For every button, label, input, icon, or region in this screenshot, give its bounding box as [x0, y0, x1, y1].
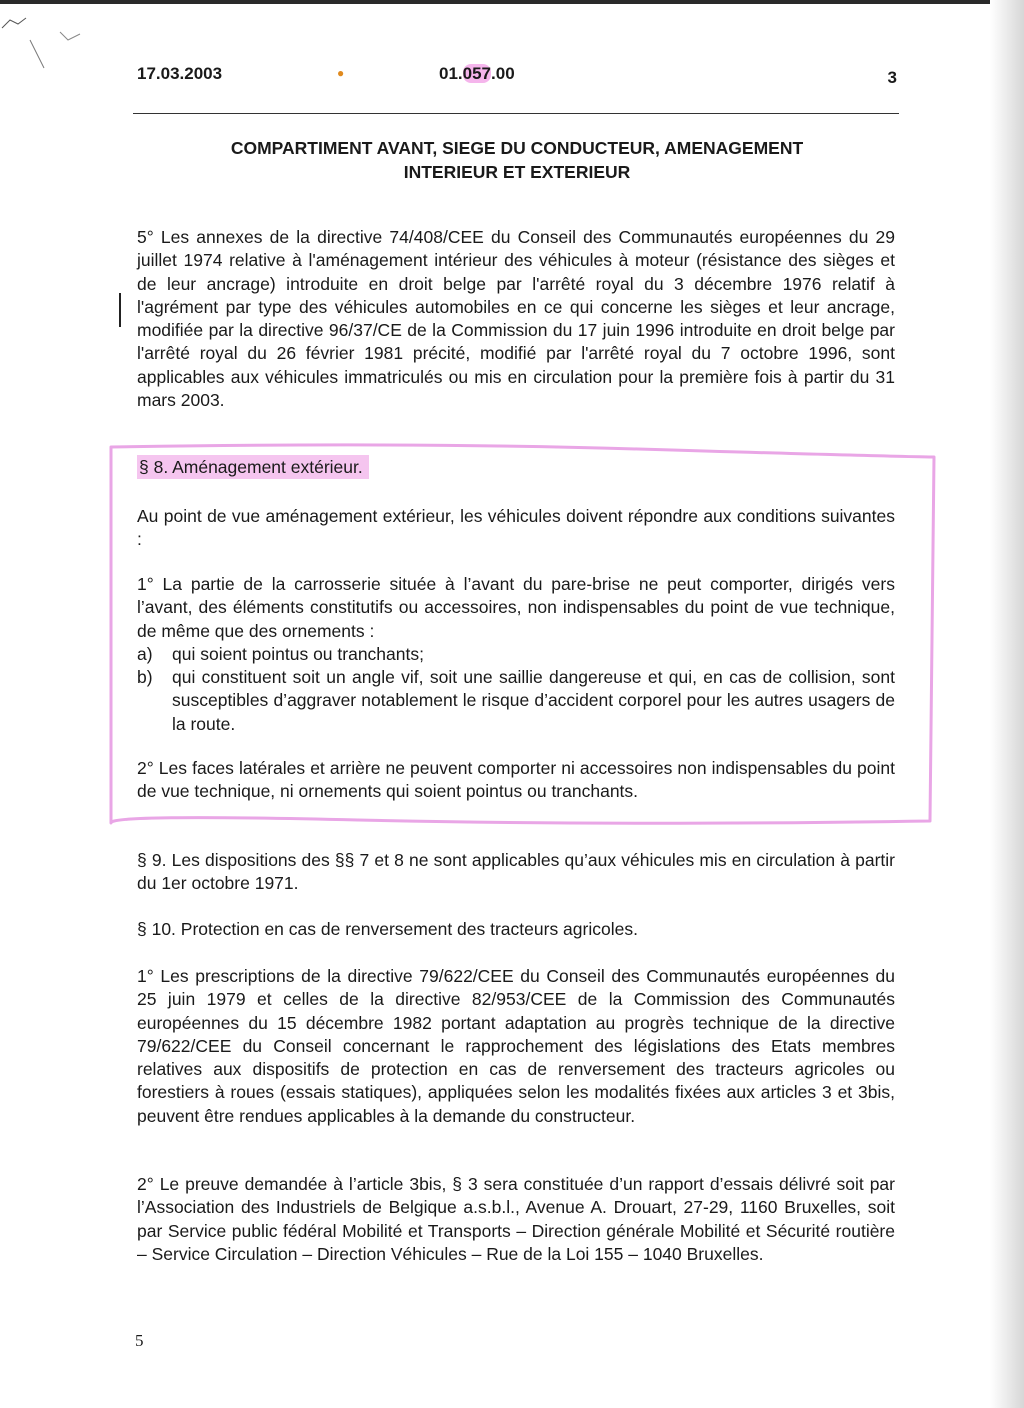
list-marker-a: a) — [137, 643, 153, 664]
margin-change-bar — [119, 293, 121, 327]
section-10-item-1: 1° Les prescriptions de la directive 79/622/CEE du Conseil des Communautés européennes du 25 juin 1979 et celles de la directive 82/953/CEE de la Commission des Communautés européennes du 15 décembre 1982 portant adaptation au progrès technique de la directive 79/622/CEE du Conseil concernant le rapprochement des législations des Etats membres relatives aux dispositifs de protection en cas de renversement des tracteurs agricoles ou forestiers à roues (essais statiques), appliquées selon les modalités fixées aux articles 3 et 3bis, peuvent être rendues applicables à la demande du constructeur. — [137, 966, 895, 1126]
section-8-heading — [137, 456, 369, 479]
section-8-item-2: 2° Les faces latérales et arrière ne peuvent comporter ni accessoires non indispensables du point de vue technique, ni ornements qui soient pointus ou tranchants. — [137, 758, 895, 802]
list-item-b — [137, 666, 895, 736]
document-title — [137, 136, 897, 184]
paragraph-5: 5° Les annexes de la directive 74/408/CEE du Conseil des Communautés européennes du 29 juillet 1974 relative à l'aménagement intérieur des véhicules à moteur (résistance des sièges et de leur ancrage) introduite en droit belge par l'arrêté royal du 3 décembre 1976 relatif à l'agrément par type des véhicules automobiles en ce qui concerne les sièges et leur ancrage, modifiée par la directive 96/37/CE de la Commission du 17 juin 1996 introduite en droit belge par l'arrêté royal du 26 février 1981 précité, modifié par l'arrêté royal du 7 octobre 1996, sont applicables aux véhicules immatriculés ou mis en circulation pour la première fois à partir du 31 mars 2003. — [137, 227, 895, 411]
list-marker-b: b) — [137, 667, 153, 688]
header-reference: 01.057.00 — [439, 64, 515, 83]
section-8-item-1-text: 1° La partie de la carrosserie située à l’avant du pare-brise ne peut comporter, dirigés vers l’avant, des éléments constitutifs ou accessoires, non indispensables du point de vue technique, de même que des ornements : — [137, 574, 895, 641]
document-header — [137, 62, 897, 92]
scan-shadow — [990, 0, 1024, 1408]
reference-highlight: 057 — [462, 64, 492, 83]
header-page-number: 3 — [887, 68, 897, 87]
section-10-heading: § 10. Protection en cas de renversement des tracteurs agricoles. — [137, 919, 638, 939]
section-8-intro: Au point de vue aménagement extérieur, les véhicules doivent répondre aux conditions suivantes : — [137, 506, 895, 550]
title-line-1: COMPARTIMENT AVANT, SIEGE DU CONDUCTEUR, AMENAGEMENT — [230, 138, 804, 158]
scan-top-edge — [0, 0, 1024, 4]
header-divider — [133, 113, 899, 114]
section-8-heading-highlight: § 8. Aménagement extérieur. — [137, 455, 369, 479]
footer-page-number: 5 — [135, 1331, 144, 1350]
section-9: § 9. Les dispositions des §§ 7 et 8 ne sont applicables qu’aux véhicules mis en circulation à partir du 1er octobre 1971. — [137, 850, 895, 894]
list-text-a: qui soient pointus ou tranchants; — [172, 643, 424, 664]
section-8-item-1 — [137, 573, 895, 736]
corner-scratch-mark — [0, 10, 90, 70]
title-line-2: INTERIEUR ET EXTERIEUR — [403, 162, 631, 182]
section-10-item-2: 2° Le preuve demandée à l’article 3bis, § 3 sera constituée d’un rapport d’essais délivré soit par l’Association des Industriels de Belgique a.s.b.l., Avenue A. Drouart, 27-29, 1160 Bruxelles, soit par Service public fédéral Mobilité et Transports – Direction générale Mobilité et Sécurité routière – Service Circulation – Direction Véhicules – Rue de la Loi 155 – 1040 Bruxelles. — [137, 1174, 895, 1264]
list-item-a — [137, 643, 895, 666]
list-text-b: qui constituent soit un angle vif, soit une saillie dangereuse et qui, en cas de collision, sont susceptibles d’aggraver notablement le risque d’accident corporel pour les autres usagers de la route. — [172, 667, 895, 734]
pen-tick-mark: ● — [337, 66, 345, 80]
header-date: 17.03.2003 — [137, 64, 223, 83]
